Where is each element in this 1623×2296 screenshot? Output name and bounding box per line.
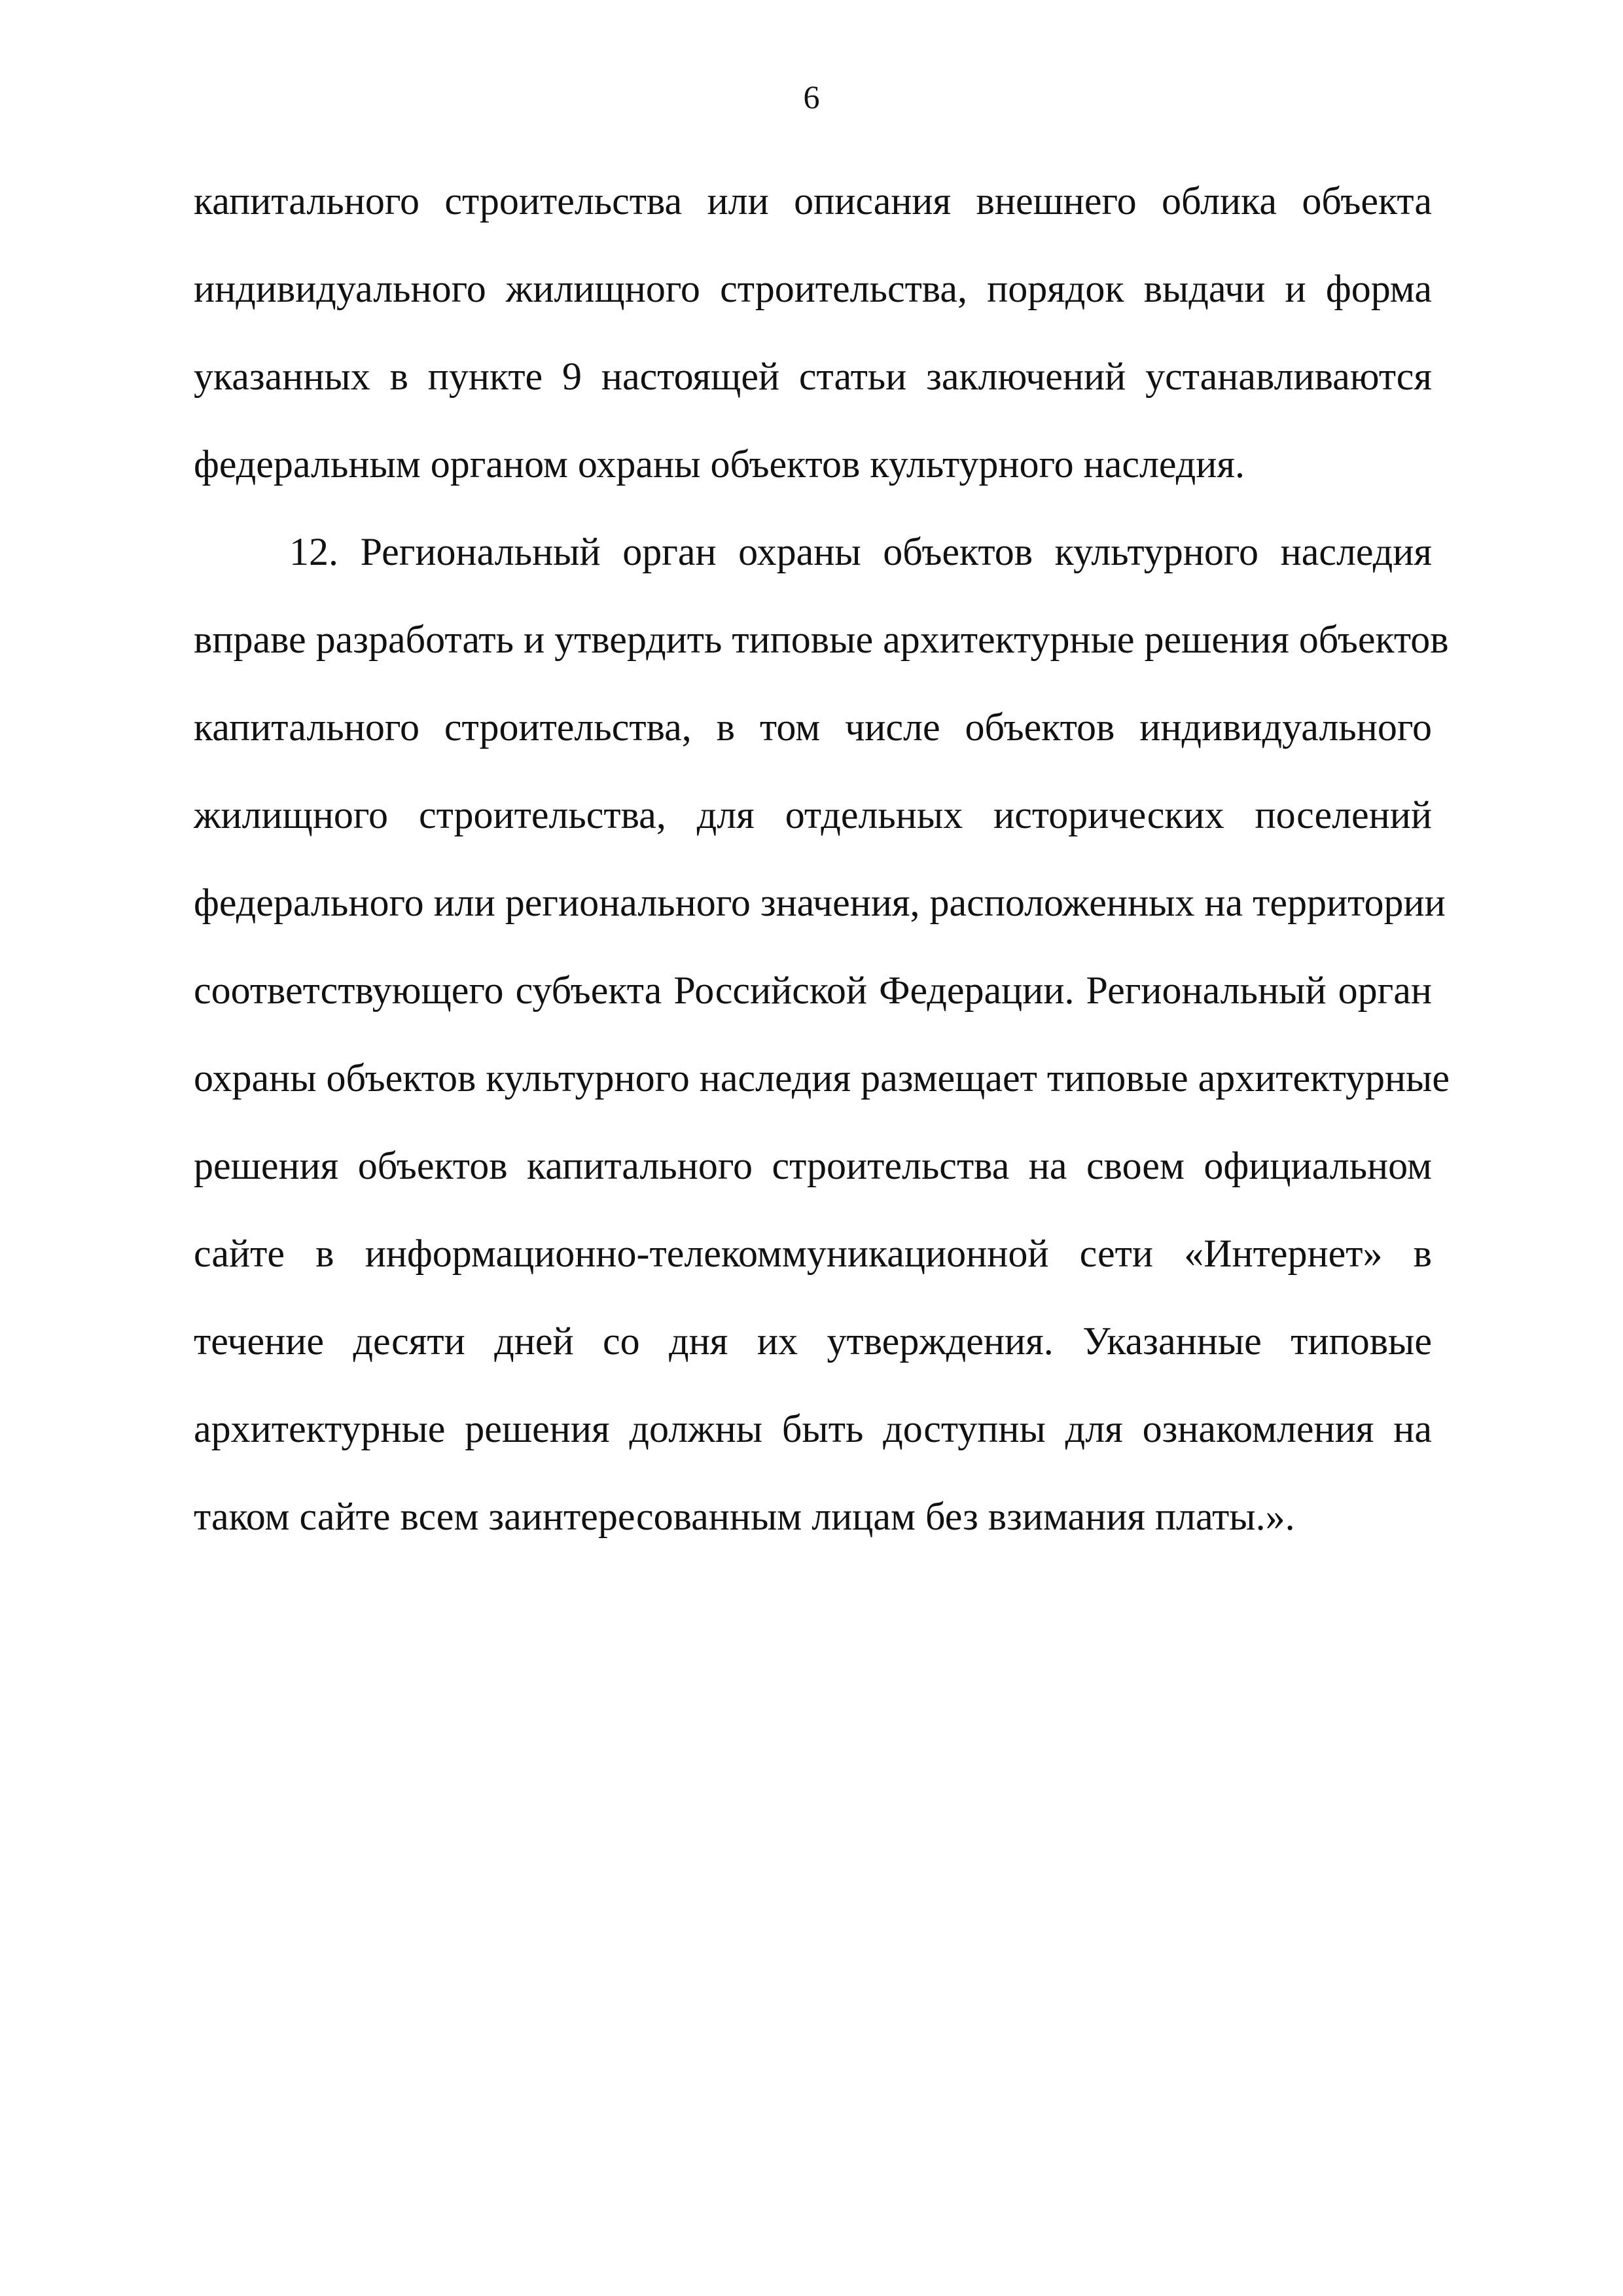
text-line: таком сайте всем заинтересованным лицам без взимания платы.». — [194, 1495, 1295, 1538]
text-line: течение десяти дней со дня их утверждения. Указанные типовые — [194, 1319, 1432, 1363]
text-line: федеральным органом охраны объектов культурного наследия. — [194, 442, 1245, 486]
page-number: 6 — [803, 79, 820, 115]
text-line: 12. Региональный орган охраны объектов культурного наследия — [289, 530, 1432, 573]
text-line: жилищного строительства, для отдельных исторических поселений — [194, 793, 1432, 836]
text-line: индивидуального жилищного строительства, порядок выдачи и форма — [194, 267, 1432, 310]
paragraph-12 — [194, 508, 1450, 1560]
text-line: федерального или регионального значения, расположенных на территории — [194, 881, 1446, 924]
text-line: вправе разработать и утвердить типовые архитектурные решения объектов — [194, 618, 1449, 661]
text-line: сайте в информационно-телекоммуникационной сети «Интернет» в — [194, 1232, 1432, 1275]
text-line: капитального строительства или описания внешнего облика объекта — [194, 179, 1432, 223]
text-line: охраны объектов культурного наследия размещает типовые архитектурные — [194, 1056, 1450, 1100]
text-line: решения объектов капитального строительства на своем официальном — [194, 1144, 1432, 1187]
paragraph-continuation — [194, 157, 1432, 508]
text-line: архитектурные решения должны быть доступны для ознакомления на — [194, 1407, 1432, 1450]
text-line: соответствующего субъекта Российской Федерации. Региональный орган — [194, 969, 1432, 1012]
text-line: капитального строительства, в том числе объектов индивидуального — [194, 706, 1432, 749]
text-line: указанных в пункте 9 настоящей статьи заключений устанавливаются — [194, 355, 1432, 398]
